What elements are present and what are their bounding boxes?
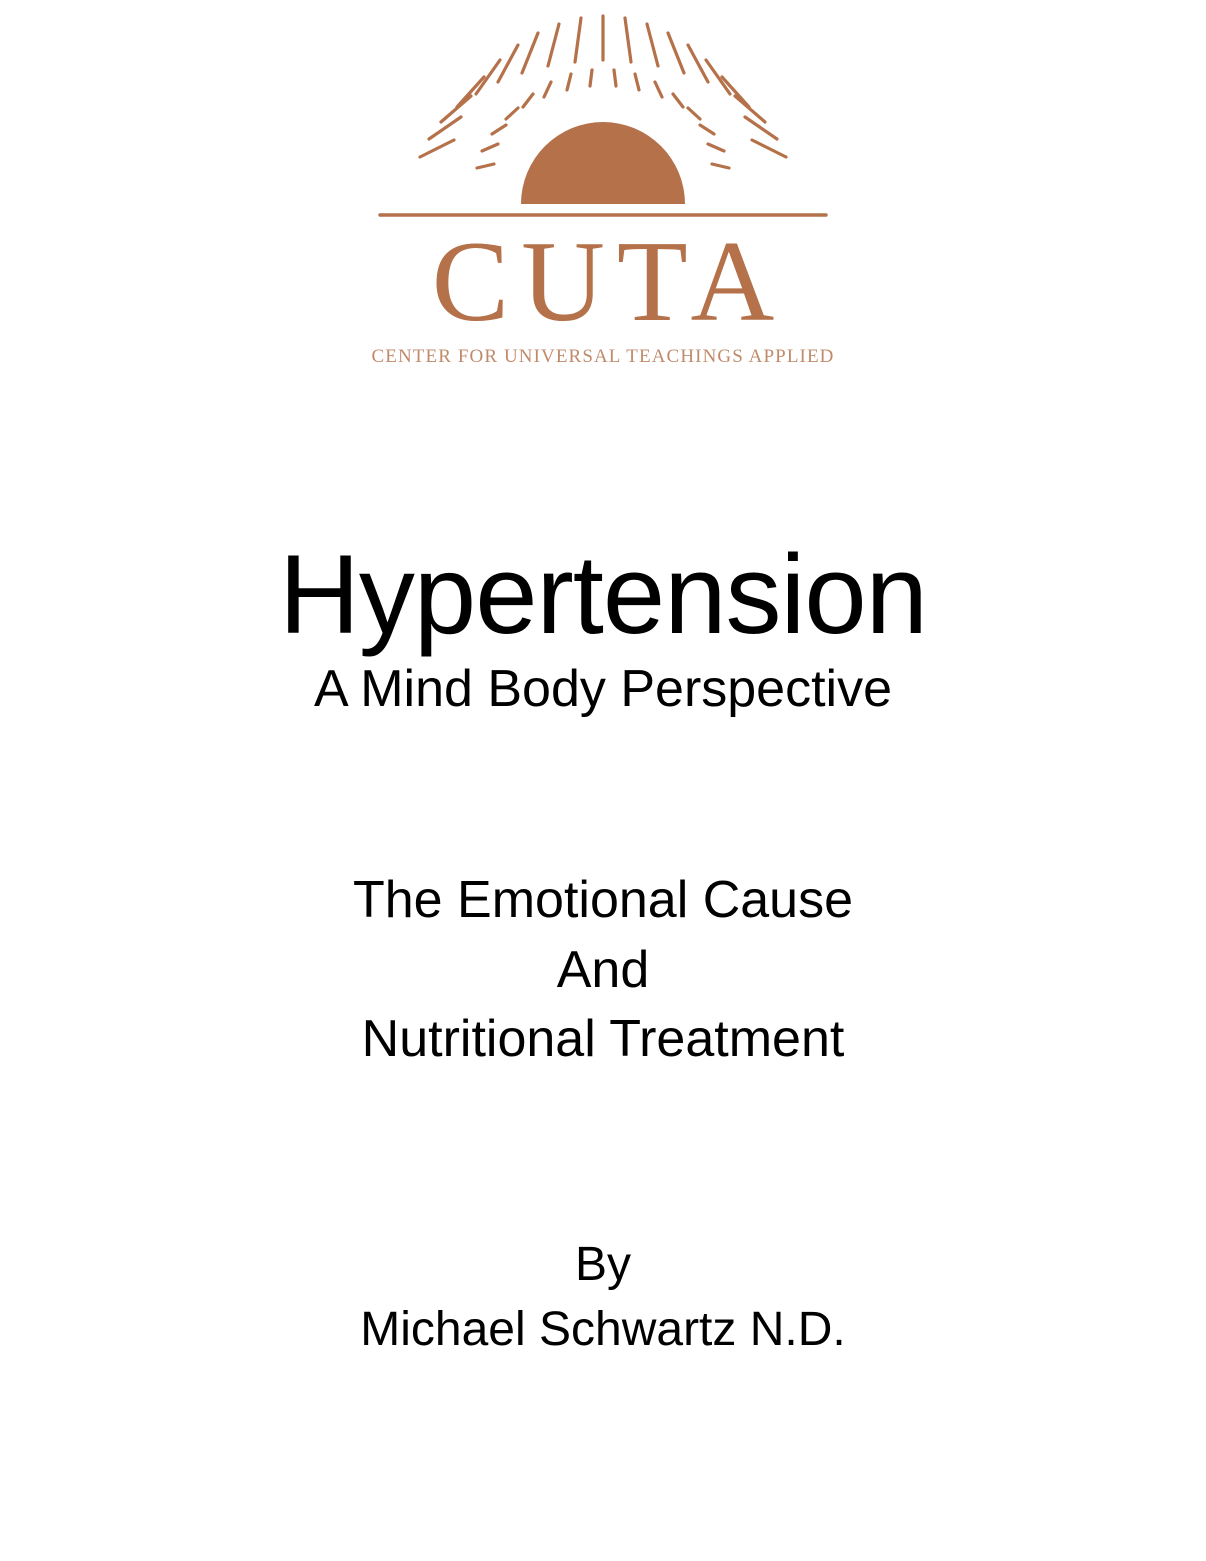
title-block <box>0 532 1206 1363</box>
organization-logo <box>343 8 863 368</box>
logo-wordmark: CUTA <box>431 218 787 346</box>
author-name: Michael Schwartz N.D. <box>360 1302 846 1356</box>
by-label: By <box>574 1237 631 1291</box>
byline-block <box>0 1233 1206 1363</box>
sunrise-rays-icon <box>368 8 838 230</box>
topic-line-2: And <box>556 940 650 999</box>
page-title: Hypertension <box>279 532 927 657</box>
logo-tagline: CENTER FOR UNIVERSAL TEACHINGS APPLIED <box>371 346 835 367</box>
topic-block <box>0 866 1206 1075</box>
topic-line-1: The Emotional Cause <box>352 870 854 929</box>
topic-line-3: Nutritional Treatment <box>361 1010 845 1069</box>
page-subtitle: A Mind Body Perspective <box>313 659 893 718</box>
